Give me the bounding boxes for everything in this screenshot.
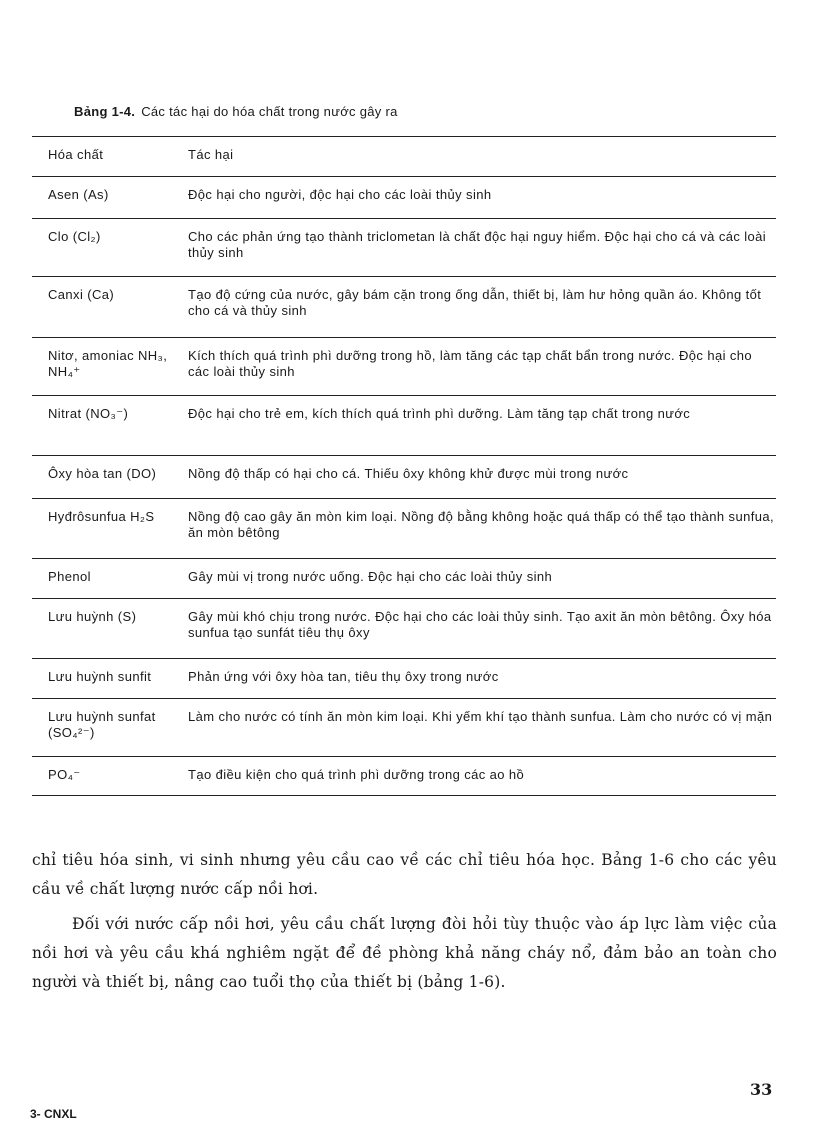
table-caption-text: Các tác hại do hóa chất trong nước gây ra bbox=[141, 104, 398, 119]
table-row bbox=[32, 756, 776, 796]
body-text bbox=[32, 846, 777, 997]
chemical-cell: Lưu huỳnh sunfat (SO₄²⁻) bbox=[48, 709, 156, 740]
chemical-hazards-table bbox=[32, 136, 776, 796]
table-row bbox=[32, 395, 776, 455]
chemical-cell: Nitrat (NO₃⁻) bbox=[48, 406, 129, 421]
table-row bbox=[32, 218, 776, 276]
effect-cell: Tạo điều kiện cho quá trình phì dưỡng trong các ao hồ bbox=[188, 767, 525, 782]
header-effect: Tác hại bbox=[188, 147, 234, 162]
chemical-cell: Lưu huỳnh sunfit bbox=[48, 669, 152, 684]
table-row bbox=[32, 598, 776, 658]
table-caption bbox=[74, 104, 398, 119]
effect-cell: Nồng độ cao gây ăn mòn kim loại. Nồng độ bằng không hoặc quá thấp có thể tạo thành sunfua, ăn mòn bêtông bbox=[188, 509, 775, 540]
chemical-cell: PO₄⁻ bbox=[48, 767, 81, 782]
table-row bbox=[32, 658, 776, 698]
chemical-cell: Lưu huỳnh (S) bbox=[48, 609, 137, 624]
table-row bbox=[32, 558, 776, 598]
effect-cell: Gây mùi khó chịu trong nước. Độc hại cho các loài thủy sinh. Tạo axit ăn mòn bêtông. Ôxy hóa sunfua tạo sunfát tiêu thụ ôxy bbox=[188, 609, 772, 640]
table-row bbox=[32, 698, 776, 756]
effect-cell: Kích thích quá trình phì dưỡng trong hồ, làm tăng các tạp chất bẩn trong nước. Độc hại cho các loài thủy sinh bbox=[188, 348, 753, 379]
paragraph: chỉ tiêu hóa sinh, vi sinh nhưng yêu cầu cao về các chỉ tiêu hóa học. Bảng 1-6 cho các yêu cầu về chất lượng nước cấp nồi hơi. bbox=[32, 851, 777, 898]
effect-cell: Phản ứng với ôxy hòa tan, tiêu thụ ôxy trong nước bbox=[188, 669, 499, 684]
effect-cell: Độc hại cho trẻ em, kích thích quá trình phì dưỡng. Làm tăng tạp chất trong nước bbox=[188, 406, 691, 421]
chemical-cell: Phenol bbox=[48, 569, 91, 584]
footer-code: 3- CNXL bbox=[30, 1107, 77, 1121]
effect-cell: Nồng độ thấp có hại cho cá. Thiếu ôxy không khử được mùi trong nước bbox=[188, 466, 629, 481]
table-row bbox=[32, 455, 776, 498]
chemical-cell: Ôxy hòa tan (DO) bbox=[48, 466, 157, 481]
table-row bbox=[32, 337, 776, 395]
table-header-row bbox=[32, 136, 776, 176]
chemical-cell: Asen (As) bbox=[48, 187, 109, 202]
effect-cell: Độc hại cho người, độc hại cho các loài thủy sinh bbox=[188, 187, 492, 202]
paragraph: Đối với nước cấp nồi hơi, yêu cầu chất lượng đòi hỏi tùy thuộc vào áp lực làm việc của nồi hơi và yêu cầu khá nghiêm ngặt để đề phòng khả năng cháy nổ, đảm bảo an toàn cho người và thiết bị, nâng cao tuổi thọ của thiết bị (bảng 1-6). bbox=[32, 915, 777, 991]
chemical-cell: Canxi (Ca) bbox=[48, 287, 115, 302]
effect-cell: Tạo độ cứng của nước, gây bám cặn trong ống dẫn, thiết bị, làm hư hỏng quần áo. Không tốt cho cá và thủy sinh bbox=[188, 287, 762, 318]
chemical-cell: Nitơ, amoniac NH₃, NH₄⁺ bbox=[48, 348, 168, 379]
effect-cell: Cho các phản ứng tạo thành triclometan là chất độc hại nguy hiểm. Độc hại cho cá và các loài thủy sinh bbox=[188, 229, 767, 260]
table-row bbox=[32, 176, 776, 218]
page-number: 33 bbox=[750, 1080, 773, 1099]
table-row bbox=[32, 276, 776, 337]
effect-cell: Gây mùi vị trong nước uống. Độc hại cho các loài thủy sinh bbox=[188, 569, 553, 584]
chemical-cell: Hyđrôsunfua H₂S bbox=[48, 509, 155, 524]
chemical-cell: Clo (Cl₂) bbox=[48, 229, 101, 244]
table-caption-label: Bảng 1-4. bbox=[74, 104, 136, 119]
effect-cell: Làm cho nước có tính ăn mòn kim loại. Khi yếm khí tạo thành sunfua. Làm cho nước có vị mặn bbox=[188, 709, 773, 724]
header-chemical: Hóa chất bbox=[48, 147, 104, 162]
table-row bbox=[32, 498, 776, 558]
